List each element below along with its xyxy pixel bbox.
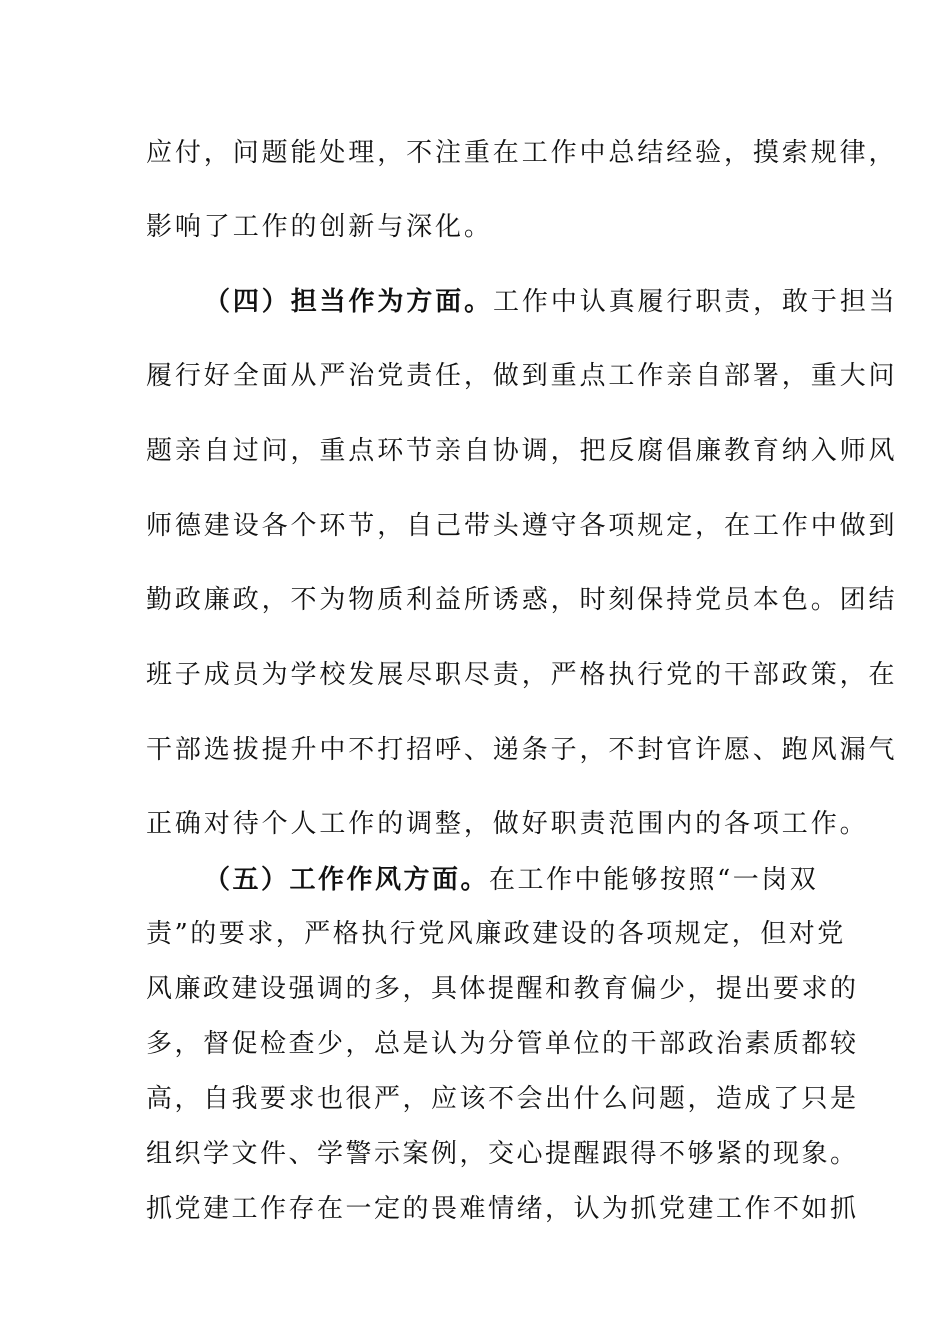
paragraph-line: 应付，问题能处理，不注重在工作中总结经验，摸索规律， [146, 138, 898, 168]
paragraph-line: 履行好全面从严治党责任，做到重点工作亲自部署，重大问 [146, 361, 898, 391]
paragraph-line: 组织学文件、学警示案例，交心提醒跟得不够紧的现象。 [146, 1139, 859, 1169]
paragraph-line: 影响了工作的创新与深化。 [146, 212, 493, 242]
section-5-first-line [204, 863, 818, 897]
section-5-first-line-text: 在工作中能够按照“一岗双 [489, 865, 819, 895]
paragraph-line: 题亲自过问，重点环节亲自协调，把反腐倡廉教育纳入师风 [146, 436, 898, 466]
section-5-heading: （五）工作作风方面。 [204, 865, 490, 895]
paragraph-line: 师德建设各个环节，自己带头遵守各项规定，在工作中做到 [146, 511, 898, 541]
paragraph-line: 干部选拔提升中不打招呼、递条子，不封官许愿、跑风漏气 [146, 735, 898, 765]
paragraph-line: 抓党建工作存在一定的畏难情绪，认为抓党建工作不如抓 [146, 1194, 859, 1224]
paragraph-line: 责”的要求，严格执行党风廉政建设的各项规定，但对党 [146, 919, 846, 949]
paragraph-line: 多，督促检查少，总是认为分管单位的干部政治素质都较 [146, 1029, 859, 1059]
paragraph-line: 风廉政建设强调的多，具体提醒和教育偏少，提出要求的 [146, 974, 859, 1004]
section-4-first-line-text: 工作中认真履行职责，敢于担当 [493, 287, 898, 317]
section-4-first-line [204, 285, 898, 319]
paragraph-line: 正确对待个人工作的调整，做好职责范围内的各项工作。 [146, 809, 869, 839]
paragraph-line: 勤政廉政，不为物质利益所诱惑，时刻保持党员本色。团结 [146, 585, 898, 615]
section-4-heading: （四）担当作为方面。 [204, 287, 494, 317]
paragraph-line: 高，自我要求也很严，应该不会出什么问题，造成了只是 [146, 1084, 859, 1114]
paragraph-line: 班子成员为学校发展尽职尽责，严格执行党的干部政策，在 [146, 660, 898, 690]
